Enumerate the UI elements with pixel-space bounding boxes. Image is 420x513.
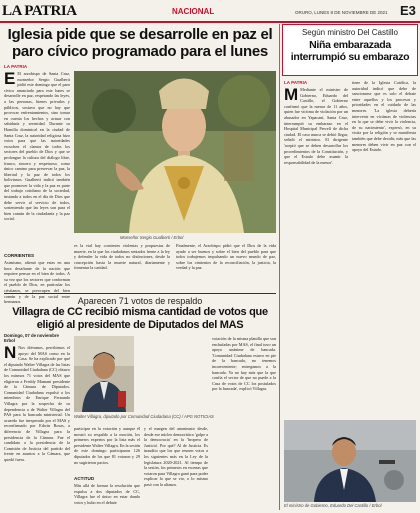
article2-dateline: Domingo, 07 de noviembre: [4, 333, 59, 338]
minister-illustration: [284, 420, 416, 502]
drop-cap-2: N: [4, 343, 17, 362]
article2-photo: [74, 336, 134, 412]
article2-col2b: Más allá de formar la resolución que expulsa a dos diputados de CC, Villagra fue el único en estar dando votos y hubo en el debate: [74, 483, 140, 505]
article2-kicker: Aparecen 71 votos de respaldo: [77, 296, 203, 306]
article2-top-rule: [4, 293, 276, 294]
masthead-rule: [0, 21, 420, 23]
article2-col4: votación de la misma planilla que son enchufadas por MAS, el final tuvo un apoyo unánime de bancada. 'Comunidad Ciudadana estuvo en pie de la bancada, no tenemos inconveniente; entregamos a la bancada. Ya no hay más que la que confía el sector de que no puede a la Casa de votos de CC los postulados por la bancada', explicó Villagra.: [212, 336, 276, 392]
article1-photo-caption: Monseñor Sergio Gualberti / Erbol: [120, 235, 184, 240]
sidebar-photo: [284, 420, 416, 502]
bishop-illustration: [74, 71, 276, 233]
sidebar-source: LA PATRIA: [284, 80, 308, 85]
masthead: [0, 0, 420, 22]
article2-title: Villagra de CC recibió misma cantidad de votos que eligió al presidente de Diputados del MAS: [12, 306, 268, 331]
newspaper-logo: LA PATRIA: [2, 3, 77, 19]
drop-cap-3: M: [284, 85, 299, 104]
article1-body: E El arzobispo de Santa Cruz, monseñor Sergio Gualberti pidió este domingo que el paro cívico anunciado para este lunes se desarrolle en paz, respetando las leyes, a las personas, bienes privados y públicos, sostuvo que no hay que provocar enfrentamientos, sino tomar en cuenta los hechos y actuar con sabiduría y serenidad. Durante su Homilía dominical en la ciudad de Santa Cruz, la autoridad religiosa hizo votos para que las autoridades escuchen el clamor de todos los sectores del pueblo de Dios y que se prolongue la cultura del diálogo libre, franco, sincero y respetuoso, como único camino para preservar la paz, la libertad y la paz de todos los bolivianos. Gualberti indicó también que promover la vida y la paz es parte del trabajo cotidiano de la sociedad, instando a todos en el día de Dios que debe servir al servicio de todos, sosteniendo que las leyes son para el bien común de la ciudadanía y la paz social.: [4, 69, 70, 222]
article1-body2: Asimismo, afirmó que estas en una hora desafiante de la nación que requiere pensar en el bien de todos. A su vez que los sectores que conforman el pueblo de Dios, en particular los cristianos, se preocupen del bien común y de la paz social entre hermanos.: [4, 260, 70, 305]
deputy-illustration: [74, 336, 134, 412]
article1-source: LA PATRIA: [4, 64, 28, 69]
article2-col3: y el margen del anonimato desde, desde ese núcleo democrático 'golpe a la democracia' en la 'bropera de Justicia'. Por qué? Al de Justicia. Es inaudito que los que reunen votos a los siguientes más en la Ley de la legislatura 2020-2021. Al tiempo de la sesión, los primeros en escenas que votaron para Villagra ganó para poder explicar lo que se vio, o lo mismo pasó con la alianza.: [144, 426, 208, 487]
sidebar-col2: tiene de la Iglesia Católica, la autoridad indicó que debe de sancionarse que es solo el debate entre aquellos y los procesos y prioridades en el cuidado de las menores. 'La iglesia debería intervenir en víctimas de violencias en la que se debe vivir la violencia, de su nacimiento', expresó, en su visita por la religión y se manifiesta también que debe decidir, más que las menores deben vivir en paz con el apoyo del Estado.: [352, 80, 416, 153]
article2-source: Erbol: [4, 338, 15, 343]
article2-subhead: ACTITUD: [74, 476, 95, 481]
sidebar-title: Niña embarazada interrumpió su embarazo: [290, 39, 410, 63]
section-label: NACIONAL: [172, 7, 215, 16]
sidebar-body: M Mediante el ministro de Gobierno, Eduardo del Castillo, el Gobierno confirmó que la menor de 11 años, quien fue víctima de violación por un abusador en Yapacaní, Santa Cruz, interrumpió su embarazo en el Hospital Municipal Percelí de dicha ciudad. El caso nunca se debió llegar, señaló el ministro. El dirigente 'aceptó que se deben desarrollar los procedimientos de la Constitución, y que el Estado debe asumir la responsabilidad de la menor'.: [284, 85, 348, 165]
article1-title: Iglesia pide que se desarrolle en paz el paro cívico programado para el lunes: [7, 26, 273, 60]
dateline: ORURO, LUNES 8 DE NOVIEMBRE DE 2021: [295, 10, 388, 15]
page-number: E3: [400, 3, 416, 18]
drop-cap: E: [4, 69, 16, 88]
sidebar-kicker: Según ministro Del Castillo: [301, 28, 399, 37]
article2-photo-caption: Walter Villagra, diputado por Comunidad Ciudadana (CC) / APG NOTICIAS: [74, 414, 214, 419]
sidebar-photo-caption: El ministro de Gobierno, Eduardo Del Castillo / Erbol: [284, 503, 382, 508]
article1-col4: Finalmente, el Arzobispo pidió que el Dios de la vida ayude a ser buenos y sobre el bien del pueblo para que todos trabajemos impulsando un nuevo mundo de paz, sobre los cimientos de la reconciliación, la justicia, la verdad y la paz.: [176, 243, 276, 271]
article1-subhead: CORRIENTES: [4, 253, 35, 258]
article2-body: N Nos diéramos, percibimos el apoyo del MAS como en la Casa. Se ha explicado por qué el diputado Walter Villagra de las listas de Comunidad Ciudadana (CC) obtuvo los mismos 71 votos del MAS que eligieron a Freddy Mamani presidente de la Cámara de Diputados. Comunidad Ciudadana expulsó a los miembros de Enrique Fernando Villagra por la sospecha de su dependencia a de Walter Villagra del PAS para la bancada ministerial. Un acuerdo fue inesperado por el MAS y reconfirmado por Edwin Rosas, a diferencia de Villagra para la presidencia de la Cámara. Fue el candidato a la presidencia de la Comisión de Justicia del partido del frente en asuntos a la Cámara, que quedó fuera.: [4, 343, 70, 462]
column-divider: [279, 24, 280, 510]
article1-photo: [74, 71, 276, 233]
article2-col2: participar en la votación y aunque él mostró su respaldo a la moción, los primeros expertos por la lista más el presidente Walter Villagra. En la sesión de este domingo participaron 126 diputados de los que 81 votaron y 29 no sugirieron pactos.: [74, 426, 141, 465]
article1-col3: es la vial hay corrientes violentas y propuestas de muerte, en la que los ciudadanos sentados frente a la ley y defender la vida de todos no distinciones, desde la concepción hasta la muerte natural, diariamente y fomentar la caridad.: [74, 243, 170, 271]
